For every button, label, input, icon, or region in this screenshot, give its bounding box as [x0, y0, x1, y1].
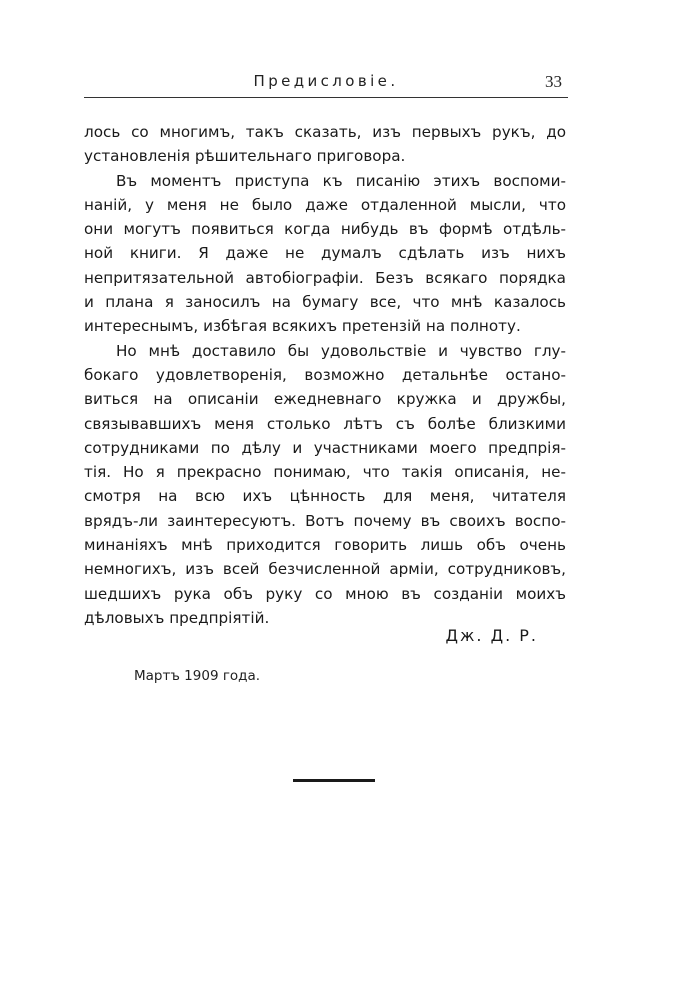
text-line: Но мнѣ доставило бы удовольствіе и чувство глу-	[116, 341, 566, 360]
running-head	[84, 72, 568, 98]
text-line: они могутъ появиться когда нибудь въ формѣ отдѣль-	[84, 220, 566, 239]
text-line: дѣловыхъ предпріятій.	[84, 608, 270, 627]
text-line: ной книги. Я даже не думалъ сдѣлать изъ нихъ	[84, 244, 566, 263]
text-line: установленія рѣшительнаго приговора.	[84, 147, 406, 166]
end-rule	[293, 779, 375, 782]
text-line: врядъ-ли заинтересуютъ. Вотъ почему въ своихъ воспо-	[84, 511, 566, 530]
body-text	[84, 120, 566, 630]
text-line: наній, у меня не было даже отдаленной мысли, что	[84, 195, 566, 214]
text-line: бокаго удовлетворенія, возможно детальнѣе остано-	[84, 365, 566, 384]
header-rule	[84, 97, 568, 98]
author-signature: Дж. Д. Р.	[445, 626, 538, 645]
page-number: 33	[545, 72, 562, 91]
text-line: шедшихъ рука объ руку со мною въ созданіи моихъ	[84, 584, 566, 603]
running-title: Предисловіе.	[253, 72, 399, 90]
text-line: немногихъ, изъ всей безчисленной арміи, сотрудниковъ,	[84, 560, 566, 579]
text-line: виться на описаніи ежедневнаго кружка и дружбы,	[84, 390, 566, 409]
text-line: и плана я заносилъ на бумагу все, что мнѣ казалось	[84, 293, 566, 312]
dateline: Мартъ 1909 года.	[134, 668, 261, 684]
text-line: связывавшихъ меня столько лѣтъ съ болѣе близкими	[84, 414, 566, 433]
text-line: тія. Но я прекрасно понимаю, что такія описанія, не-	[84, 463, 566, 482]
text-line: смотря на всю ихъ цѣнность для меня, читателя	[84, 487, 566, 506]
text-line: интереснымъ, избѣгая всякихъ претензій на полноту.	[84, 317, 521, 336]
text-line: непритязательной автобіографіи. Безъ всякаго порядка	[84, 268, 566, 287]
text-line: сотрудниками по дѣлу и участниками моего предпрія-	[84, 438, 566, 457]
text-line: минаніяхъ мнѣ приходится говорить лишь объ очень	[84, 536, 566, 555]
text-line: лось со многимъ, такъ сказать, изъ первыхъ рукъ, до	[84, 123, 566, 141]
text-line: Въ моментъ приступа къ писанію этихъ воспоми-	[116, 171, 566, 190]
